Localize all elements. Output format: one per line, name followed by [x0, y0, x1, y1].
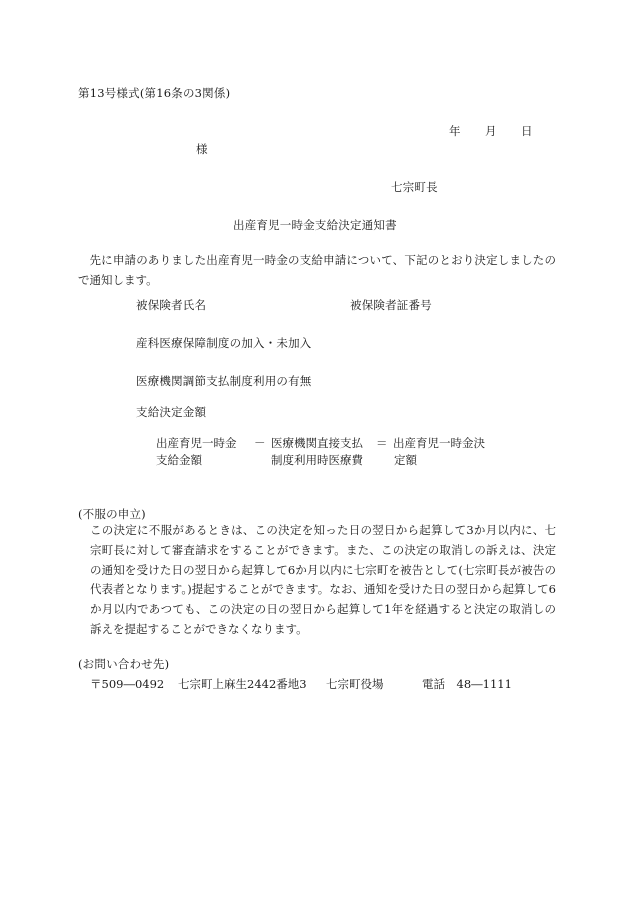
contact-heading: (お問い合わせ先) [78, 657, 170, 671]
formula-term2-line2: 制度利用時医療費 [271, 453, 363, 467]
contact-office: 七宗町役場 [326, 677, 384, 691]
formula-row-2 [156, 453, 417, 467]
insured-name-label: 被保険者氏名 [136, 298, 207, 312]
formula-row-1 [156, 436, 485, 450]
insured-card-number-label: 被保険者証番号 [350, 298, 432, 312]
date-month-label: 月 [485, 124, 497, 138]
date-day-label: 日 [521, 124, 533, 138]
issuer-name: 七宗町長 [391, 180, 438, 194]
formula-term2-line1: 医療機関直接支払 [271, 436, 363, 450]
formula-equals: ＝ [376, 436, 388, 450]
direct-payment-usage-label: 医療機関調節支払制度利用の有無 [136, 374, 312, 388]
formula-term3-line1: 出産育児一時金決 [393, 436, 485, 450]
objection-body: この決定に不服があるときは、この決定を知った日の翌日から起算して3か月以内に、七宗町長に対して審査請求をすることができます。また、この決定の取消しの訴えは、決定の通知を受けた日の翌日から起算して6か月以内に七宗町を被告として(七宗町長が被告の代表者となります。)提起することができます。なお、通知を受けた日の翌日から起算して6か月以内であつても、この決定の日の翌日から起算して1年を経過すると決定の取消しの訴えを提起することができなくなります。 [90, 523, 556, 636]
payment-amount-label: 支給決定金額 [136, 405, 207, 419]
formula-minus: － [254, 436, 266, 450]
formula-term1-line1: 出産育児一時金 [156, 436, 237, 450]
objection-heading: (不服の申立) [78, 507, 146, 521]
form-number: 第13号様式(第16条の3関係) [78, 86, 231, 100]
contact-phone: 電話 48―1111 [422, 677, 512, 691]
contact-postal-code: 〒509―0492 [90, 677, 165, 691]
obstetric-compensation-label: 産科医療保障制度の加入・未加入 [136, 336, 312, 350]
contact-address: 七宗町上麻生2442番地3 [178, 677, 307, 691]
formula-term1-line2: 支給金額 [156, 453, 202, 467]
intro-paragraph: 先に申請のありました出産育児一時金の支給申請について、下記のとおり決定しましたので通知します。 [78, 253, 556, 287]
recipient-honorific: 様 [196, 142, 208, 156]
formula-term3-line2: 定額 [394, 453, 417, 467]
document-title: 出産育児一時金支給決定通知書 [233, 218, 397, 232]
date-year-label: 年 [449, 124, 461, 138]
